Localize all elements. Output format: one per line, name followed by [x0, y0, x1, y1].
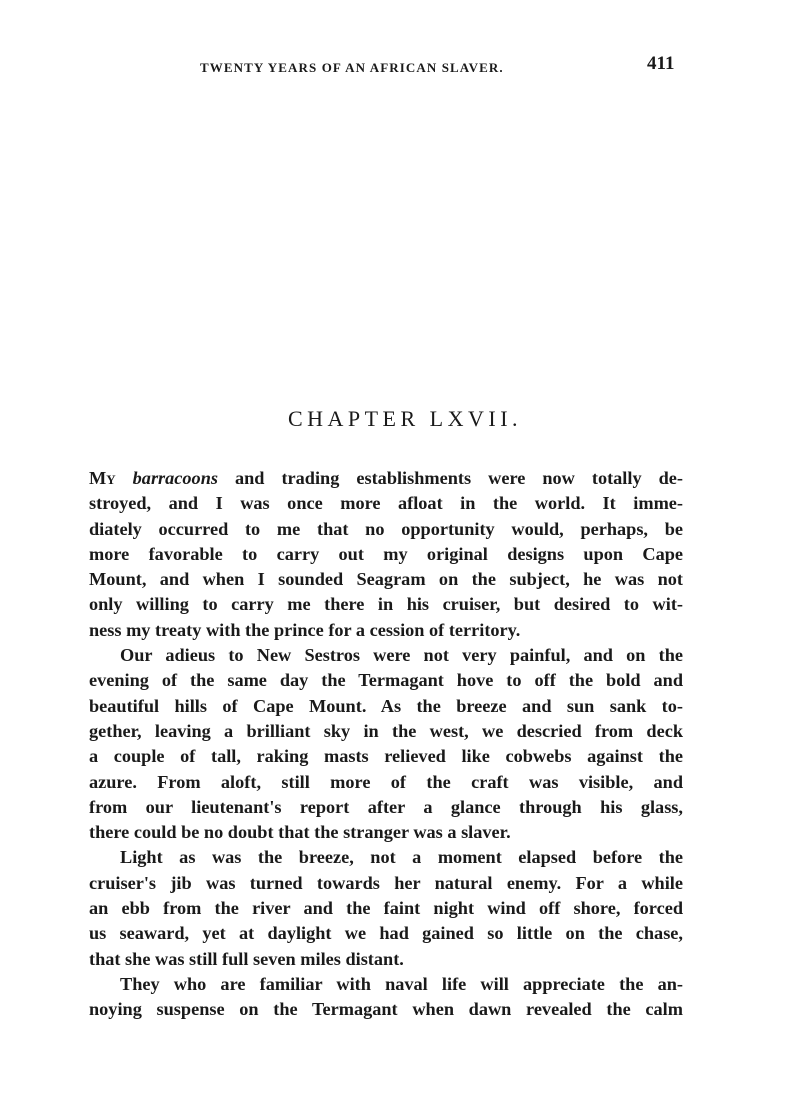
opening-word: My — [89, 468, 116, 488]
text-line: that she was still full seven miles distant. — [89, 948, 404, 969]
paragraph — [89, 972, 683, 1023]
text-line: azure. From aloft, still more of the craft was visible, and — [89, 771, 683, 792]
text-line: My barracoons and trading establishments were now totally de- — [89, 468, 683, 488]
text-line: only willing to carry me there in his cruiser, but desired to wit- — [89, 594, 683, 615]
text-line: from our lieutenant's report after a glance through his glass, — [89, 796, 683, 817]
text-line: noying suspense on the Termagant when dawn revealed the calm — [89, 999, 683, 1020]
text-line: evening of the same day the Termagant hove to off the bold and — [89, 670, 683, 691]
text-line: gether, leaving a brilliant sky in the west, we descried from deck — [89, 720, 683, 741]
italic-term: barracoons — [132, 468, 218, 488]
text-line: diately occurred to me that no opportunity would, perhaps, be — [89, 518, 683, 539]
text-line: ness my treaty with the prince for a cession of territory. — [89, 619, 521, 640]
text-line: cruiser's jib was turned towards her natural enemy. For a while — [89, 872, 683, 893]
text-line: stroyed, and I was once more afloat in the world. It imme- — [89, 493, 683, 514]
running-header: TWENTY YEARS OF AN AFRICAN SLAVER. — [200, 60, 504, 75]
text-line: Mount, and when I sounded Seagram on the subject, he was not — [89, 569, 683, 590]
text-line: us seaward, yet at daylight we had gained so little on the chase, — [89, 923, 683, 944]
page-number: 411 — [647, 53, 675, 74]
chapter-body — [89, 466, 683, 1023]
chapter-title: CHAPTER LXVII. — [287, 406, 523, 431]
text-line: an ebb from the river and the faint night wind off shore, forced — [89, 898, 683, 919]
text-line: more favorable to carry out my original designs upon Cape — [89, 543, 683, 564]
text-line: there could be no doubt that the stranger was a slaver. — [89, 822, 511, 843]
text-line: Our adieus to New Sestros were not very painful, and on the — [120, 645, 683, 666]
text-line: They who are familiar with naval life will appreciate the an- — [120, 973, 683, 994]
text-line: beautiful hills of Cape Mount. As the breeze and sun sank to- — [89, 695, 683, 716]
paragraph — [89, 643, 683, 845]
paragraph — [89, 845, 683, 971]
paragraph — [89, 466, 683, 643]
text-line: Light as was the breeze, not a moment elapsed before the — [120, 847, 683, 868]
text-line: a couple of tall, raking masts relieved like cobwebs against the — [89, 746, 683, 767]
